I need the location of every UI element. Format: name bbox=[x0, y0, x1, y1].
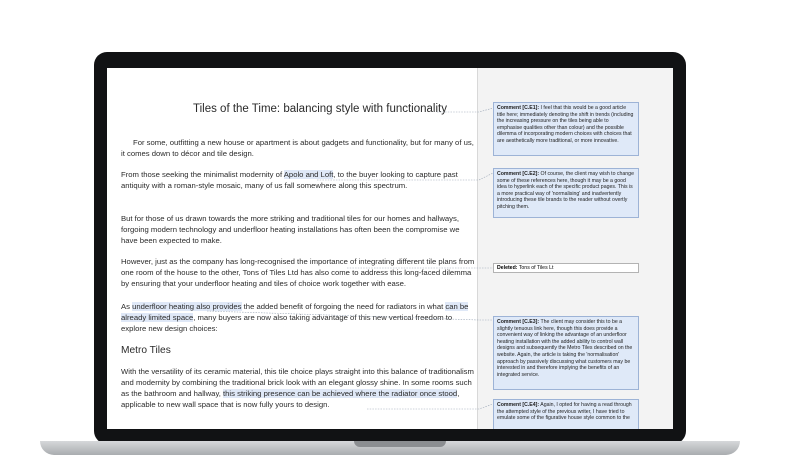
deleted-label: Deleted: bbox=[497, 265, 518, 271]
comment-label: Comment [C.E1]: bbox=[497, 105, 540, 111]
comment-balloon-e2[interactable] bbox=[493, 168, 639, 218]
comment-text: I feel that this would be a good article title here; immediately denoting the shift in trends (including the increasing pressure on the tiles being able to emphasise qualities other than colour) and the possible dilemma of incorporating modern choices with choices that are aesthetically more traditional, or more innovative. bbox=[497, 105, 634, 144]
connector-e4 bbox=[367, 404, 493, 409]
deleted-balloon[interactable] bbox=[493, 263, 639, 273]
comment-balloon-e4[interactable] bbox=[493, 399, 639, 429]
comment-label: Comment [C.E3]: bbox=[497, 319, 540, 325]
highlight-limited-space[interactable]: can be already limited space bbox=[121, 302, 469, 322]
comment-label: Comment [C.E2]: bbox=[497, 171, 540, 177]
deleted-anchor[interactable]: Tons of Tiles Ltd bbox=[242, 267, 299, 277]
connector-e3 bbox=[207, 311, 493, 320]
connector-e2 bbox=[317, 173, 493, 180]
paragraph-3: But for those of us drawn towards the more striking and traditional tiles for our homes and hallways, forgoing modern technology and underfloor heating installations has often been the compromise we have been expected to make. bbox=[121, 214, 460, 245]
comment-text: Again, I opted for having a read through the attempted style of the previous writer, I have tried to emulate some of the figurative house style common to the bbox=[497, 402, 632, 422]
deleted-text: Tons of Tiles Lt bbox=[518, 265, 554, 271]
connector-e1 bbox=[437, 108, 493, 112]
paragraph-5-text-c: , many buyers are now also taking advantage of this new vertical freedom to explore new design choices: bbox=[121, 312, 453, 333]
paragraph-2-text-a: From those seeking the minimalist modernity of bbox=[121, 170, 284, 179]
laptop-notch bbox=[354, 441, 446, 447]
document-title: Tiles of the Time: balancing style with functionality bbox=[193, 103, 447, 115]
section-heading-metro-tiles: Metro Tiles bbox=[121, 345, 171, 356]
comment-anchor-e3[interactable]: underfloor heating also provides bbox=[132, 302, 242, 311]
paragraph-5-text-a: As bbox=[121, 302, 133, 311]
paragraph-4-text-a: However, just as the company has long-recognised the importance of integrating different tile plans from one room of the house to the other, bbox=[121, 257, 475, 277]
paragraph-6-text-a: With the versatility of its ceramic material, this tile choice plays straight into this balance of traditionalism and modernity by combining the traditional brick look with an elegant glossy shine. In some rooms such as the bathroom and hallway, bbox=[121, 367, 474, 398]
paragraph-2-text-b: , to the buyer looking to capture past antiquity with a roman-style mosaic, many of us fall somewhere along this spectrum. bbox=[121, 170, 458, 190]
laptop-screen bbox=[107, 68, 673, 429]
comment-anchor-e4[interactable]: this striking presence can be achieved where the radiator once stood bbox=[223, 388, 458, 398]
paragraph-5-text-b: the added benefit of forgoing the need for radiators in what bbox=[241, 302, 446, 311]
comment-label: Comment [C.E4]: bbox=[497, 402, 540, 408]
comment-balloon-e3[interactable] bbox=[493, 316, 639, 390]
comment-text: Of course, the client may wish to change some of these references here, though it may be a good idea to hyperlink each of the specific product pages. This is a more practical way of 'normalising' and inadvertently introducing these tile brands to the reader without overtly pitching them. bbox=[497, 171, 634, 210]
paragraph-6-text-b: , applicable to new wall space that is now fully yours to design. bbox=[121, 388, 460, 409]
comment-text: The client may consider this to be a slightly tenuous link here, though this does provide a convenient way of linking the advantage of an underfloor heating installation with the added ability to control wall designs and subsequently the Metro Tiles described on the website. Again, the article is taking the 'normalisation' approach by passively discussing what customers may be interested in and therefore implying the benefits of an integrated service. bbox=[497, 319, 633, 378]
paragraph-4-text-b: has also come to address this long-faced dilemma by ensuring that your underfloor heating and tiles of choice work together with ease. bbox=[121, 267, 472, 288]
comment-anchor-e2[interactable]: Apolo and Loft bbox=[283, 170, 334, 179]
paragraph-1: For some, outfitting a new house or apartment is about gadgets and functionality, but for many of us, it comes down to décor and tile design. bbox=[121, 138, 474, 158]
comment-balloon-e1[interactable] bbox=[493, 102, 639, 156]
